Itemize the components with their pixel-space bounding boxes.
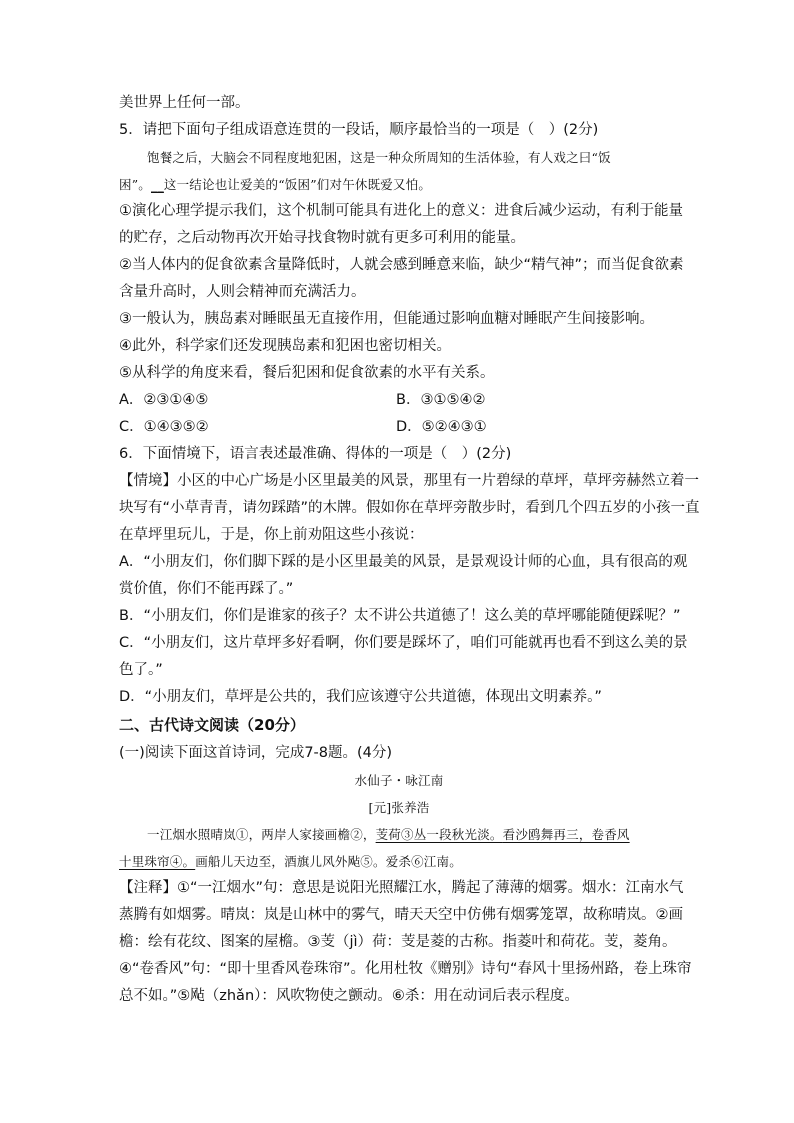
option-d: D．⑤②④③① [396, 419, 487, 435]
note-line-3: 檐：绘有花纹、图案的屋檐。③芰（jì）荷：芰是菱的古称。指菱叶和荷花。芰，菱角。 [119, 934, 677, 950]
note-line-4: ④“卷香风”句：“即十里香风卷珠帘”。化用杜牧《赠别》诗句“春风十里扬州路，卷上珠帘 [119, 961, 692, 977]
question-5-options-row-2 [119, 414, 679, 441]
option-a-line-2: 赏价值，你们不能再踩了。” [119, 581, 294, 597]
context-line-2: 块写有“小草青青，请勿踩踏”的木牌。假如你在草坪旁散步时，看到几个四五岁的小孩一直 [119, 500, 700, 516]
poem-line-1 [119, 821, 679, 848]
sentence-2-line-1: ②当人体内的促食欲素含量降低时，人就会感到睡意来临，缺少“精气神”；而当促食欲素 [119, 257, 684, 273]
option-c-line-2: 色了。” [119, 662, 163, 678]
passage-blank-underlined: __ [151, 177, 164, 192]
context-line-3: 在草坪里玩儿，于是，你上前劝阻这些小孩说： [119, 527, 424, 543]
option-d-line-1: D．“小朋友们，草坪是公共的，我们应该遵守公共道德，体现出文明素养。” [119, 689, 602, 705]
passage-text: 困”。 [119, 177, 151, 192]
question-6-stem: 6．下面情境下，语言表述最准确、得体的一项是（ ）(2分) [119, 446, 512, 462]
question-5-options-row-1 [119, 387, 679, 414]
question-5-stem: 5．请把下面句子组成语意连贯的一段话，顺序最恰当的一项是（ ）(2分) [119, 122, 599, 138]
sentence-5: ⑤从科学的角度来看，餐后犯困和促食欲素的水平有关系。 [119, 365, 495, 381]
question-4-tail: 美世界上任何一部。 [119, 95, 250, 111]
passage-text: 这一结论也让爱美的“饭困”们对午休既爱又怕。 [163, 177, 432, 192]
sentence-4: ④此外，科学家们还发现胰岛素和犯困也密切相关。 [119, 338, 451, 354]
poem-text: 画船儿天边至，酒旗儿风外飐⑤。爱杀⑥江南。 [195, 854, 462, 869]
poem-author: [元]张养浩 [368, 800, 430, 815]
option-c: C．①④③⑤② [119, 419, 209, 435]
option-b: B．③①⑤④② [396, 392, 486, 408]
note-line-1: 【注释】①“一江烟水”句：意思是说阳光照耀江水，腾起了薄薄的烟雾。烟水：江南水气 [119, 880, 684, 896]
section-intro: (一)阅读下面这首诗词，完成7-8题。(4分) [119, 745, 393, 761]
poem-text-underlined: 芰荷③丛一段秋光淡。 [375, 827, 503, 842]
poem-text: 一江烟水照晴岚①，两岸人家接画檐②， [147, 827, 376, 842]
sentence-1-line-2: 的贮存，之后动物再次开始寻找食物时就有更多可利用的能量。 [119, 230, 525, 246]
poem-text-underlined: 看沙鸥舞再三，卷香风 [502, 827, 630, 842]
section-heading: 二、古代诗文阅读（20分） [119, 716, 305, 734]
note-line-5: 总不如。”⑤飐（zhǎn）：风吹物使之颤动。⑥杀：用在动词后表示程度。 [119, 988, 579, 1004]
poem-line-2 [119, 848, 679, 875]
poem-text-underlined: 十里珠帘④。 [119, 854, 196, 869]
option-b-line-1: B．“小朋友们，你们是谁家的孩子？太不讲公共道德了！这么美的草坪哪能随便踩呢？” [119, 608, 681, 624]
question-5-passage-line-2 [119, 171, 679, 198]
document-body [119, 90, 700, 1010]
poem-title: 水仙子・咏江南 [354, 773, 444, 788]
note-line-2: 蒸腾有如烟雾。晴岚：岚是山林中的雾气，晴天天空中仿佛有烟雾笼罩，故称晴岚。②画 [119, 907, 683, 923]
option-a: A．②③①④⑤ [119, 392, 209, 408]
option-a-line-1: A．“小朋友们，你们脚下踩的是小区里最美的风景，是景观设计师的心血，具有很高的观 [119, 554, 688, 570]
sentence-2-line-2: 含量升高时，人则会精神而充满活力。 [119, 284, 366, 300]
sentence-1-line-1: ①演化心理学提示我们，这个机制可能具有进化上的意义：进食后减少运动，有利于能量 [119, 203, 683, 219]
question-5-passage-line-1: 饱餐之后，大脑会不同程度地犯困，这是一种众所周知的生活体验，有人戏之曰“饭 [147, 150, 611, 165]
context-line-1: 【情境】小区的中心广场是小区里最美的风景，那里有一片碧绿的草坪，草坪旁赫然立着一 [119, 473, 699, 489]
sentence-3: ③一般认为，胰岛素对睡眠虽无直接作用，但能通过影响血糖对睡眠产生间接影响。 [119, 311, 654, 327]
option-c-line-1: C．“小朋友们，这片草坪多好看啊，你们要是踩坏了，咱们可能就再也看不到这么美的景 [119, 635, 688, 651]
